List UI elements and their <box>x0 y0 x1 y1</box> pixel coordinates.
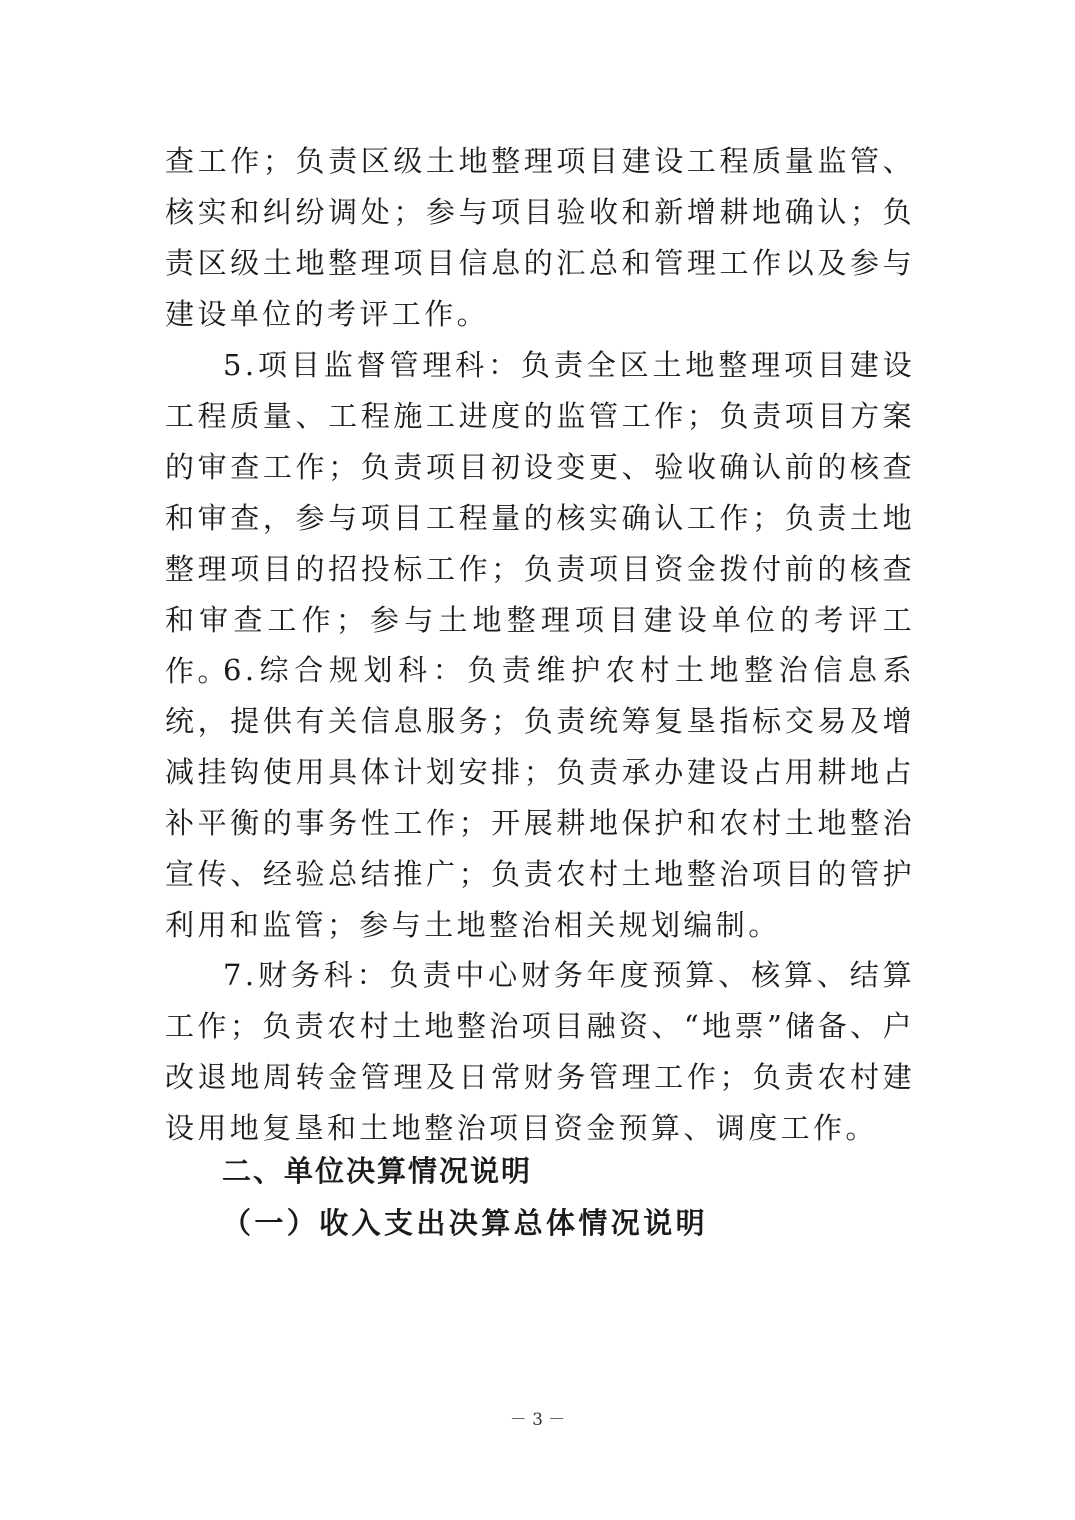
paragraph-item-5-project-supervision: 5.项目监督管理科：负责全区土地整理项目建设工程质量、工程施工进度的监管工作；负责项目方案的审查工作；负责项目初设变更、验收确认前的核查和审查，参与项目工程量的核实确认工作；负责土地整理项目的招投标工作；负责项目资金拨付前的核查和审查工作；参与土地整理项目建设单位的考评工作。 <box>165 348 915 688</box>
paragraph-item-7-finance: 7.财务科：负责中心财务年度预算、核算、结算工作；负责农村土地整治项目融资、“地票”储备、户改退地周转金管理及日常财务管理工作；负责农村建设用地复垦和土地整治项目资金预算、调度工作。 <box>165 958 915 1145</box>
paragraph-continuation: 查工作；负责区级土地整理项目建设工程质量监管、核实和纠纷调处；参与项目验收和新增耕地确认；负责区级土地整理项目信息的汇总和管理工作以及参与建设单位的考评工作。 <box>165 144 915 331</box>
paragraph-item-6-comprehensive-planning: 6.综合规划科：负责维护农村土地整治信息系统，提供有关信息服务；负责统筹复垦指标交易及增减挂钩使用具体计划安排；负责承办建设占用耕地占补平衡的事务性工作；开展耕地保护和农村土地整治宣传、经验总结推广；负责农村土地整治项目的管护利用和监管；参与土地整治相关规划编制。 <box>165 653 915 942</box>
section-heading: 二、单位决算情况说明 <box>222 1154 533 1188</box>
subsection-heading: （一）收入支出决算总体情况说明 <box>222 1206 709 1240</box>
page-number: － 3 － <box>509 1410 566 1430</box>
